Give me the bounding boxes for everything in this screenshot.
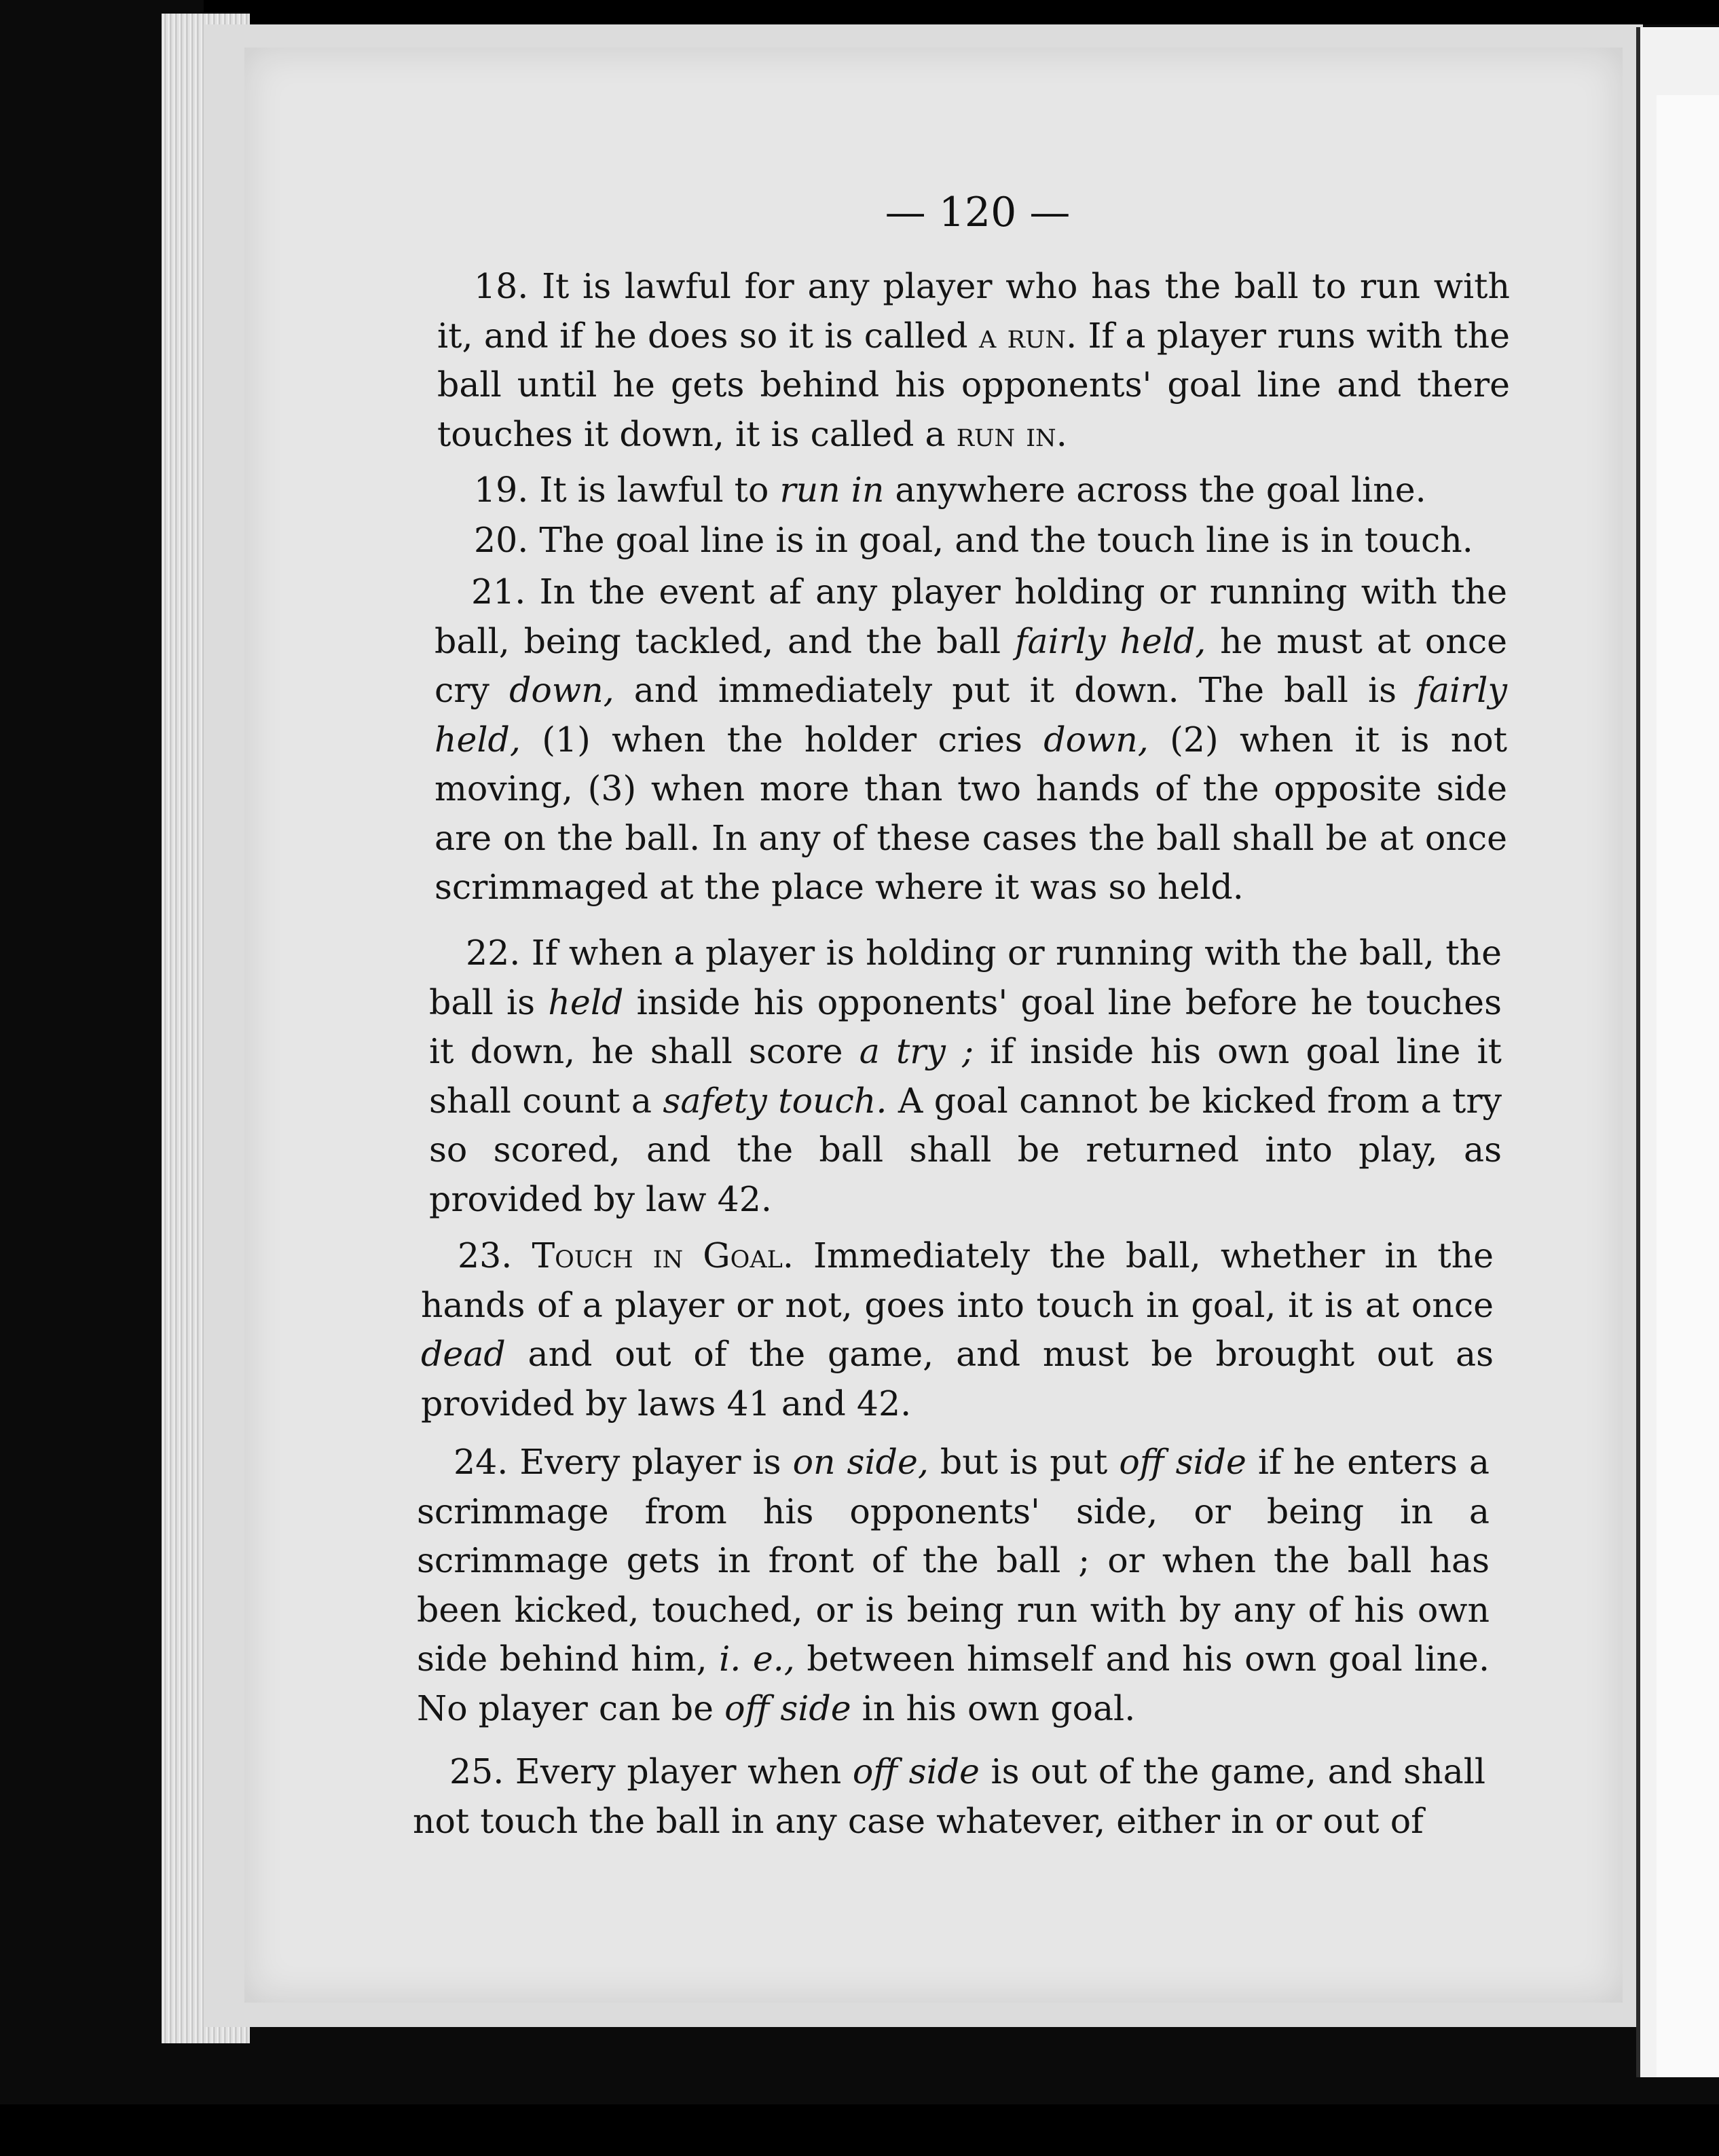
scan-bottom-border	[0, 2104, 1719, 2156]
law-20-paragraph: 20. The goal line is in goal, and the touch line is in touch.	[474, 520, 1473, 560]
page-number: — 120 —	[885, 189, 1071, 236]
law-24-paragraph: 24. Every player is on side, but is put off side if he enters a scrimmage from his opponents' side, or being in a scrimmage gets in front of the ball ; or when the ball has been kicked, touched, or is being run with by any of his own side behind him, i. e., between himself and his own goal line. No player can be off side in his own goal.	[417, 1442, 1490, 1728]
law-number: 23.	[458, 1235, 513, 1276]
law-number: 21.	[471, 572, 526, 612]
law-number: 20.	[474, 520, 529, 560]
law-25-paragraph: 25. Every player when off side is out of the game, and shall not touch the ball in any case whatever, either in or out of	[413, 1751, 1485, 1841]
law-21-paragraph: 21. In the event af any player holding or running with the ball, being tackled, and the ball fairly held, he must at once cry down, and immediately put it down. The ball is fairly held, (1) when the holder cries down, (2) when it is not moving, (3) when more than two hands of the opposite side are on the ball. In any of these cases the ball shall be at once scrimmaged at the place where it was so held.	[435, 572, 1507, 907]
law-22-paragraph: 22. If when a player is holding or running with the ball, the ball is held inside his opponents' goal line before he touches it down, he shall score a try ; if inside his own goal line it shall count a safety touch. A goal cannot be kicked from a try so scored, and the ball shall be returned into play, as provided by law 42.	[429, 933, 1502, 1219]
law-number: 18.	[474, 266, 529, 306]
law-18-paragraph: 18. It is lawful for any player who has the ball to run with it, and if he does so it is called a run. If a player runs with the ball until he gets behind his opponents' goal line and there touches it down, it is called a run in.	[437, 266, 1510, 454]
law-number: 24.	[454, 1442, 509, 1482]
law-23-paragraph: 23. Touch in Goal. Immediately the ball, whether in the hands of a player or not, goes into touch in goal, it is at once dead and out of the game, and must be brought out as provided by laws 41 and 42.	[421, 1235, 1494, 1424]
law-number: 25.	[449, 1751, 504, 1791]
section-heading: Touch in Goal.	[532, 1235, 794, 1276]
law-number: 19.	[474, 470, 529, 510]
law-number: 22.	[466, 933, 521, 973]
facing-page-strip	[1657, 95, 1719, 2077]
law-19-paragraph: 19. It is lawful to run in anywhere across the goal line.	[474, 470, 1426, 510]
scan-top-border	[204, 0, 1719, 24]
